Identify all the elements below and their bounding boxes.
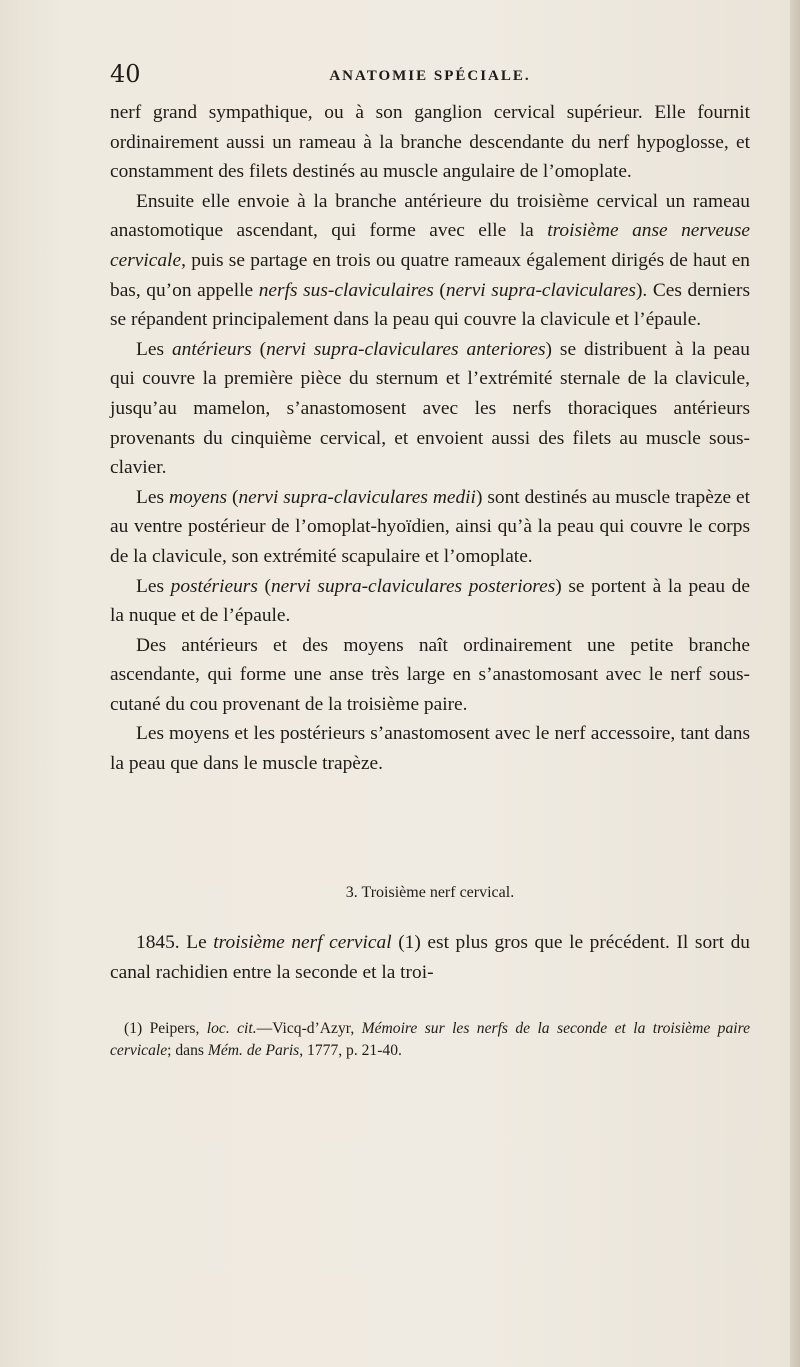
text-run: ( <box>257 575 271 597</box>
text-run: ) sont destinés au muscle trapèze et au ventre postérieur de l’omoplat-hyoïdien, ainsi qu’à la peau qui couvre le corps de la clavicule, son extrémité scapulaire et l’omoplate. <box>110 486 750 567</box>
text-run: (1) est plus gros que le précédent. Il sort du canal rachidien entre la seconde et la troi- <box>110 932 750 983</box>
text-run: ) se distribuent à la peau qui couvre la première pièce du sternum et l’extrémité sternale de la clavicule, jusqu’au mamelon, s’anastomosent avec les nerfs thoraciques antérieurs provenants du cinquième cervical, et envoient aussi des filets au muscle sous-clavier. <box>110 338 750 479</box>
paragraph-1845 <box>110 928 750 987</box>
paragraph <box>110 631 750 720</box>
text-run: ( <box>433 279 446 301</box>
paragraph <box>110 187 750 335</box>
italic-term: troisième nerf cervical <box>213 932 392 953</box>
page-header <box>110 60 750 96</box>
text-run: ; dans <box>167 1042 208 1059</box>
italic-term: Mém. de Paris <box>207 1042 300 1059</box>
italic-term: nervi supra-claviculares anteriores <box>266 338 546 360</box>
italic-term: nerfs sus-claviculaires <box>258 279 434 301</box>
text-run: Les <box>136 486 169 508</box>
text-run: Les moyens et les postérieurs s’anastomosent avec le nerf accessoire, tant dans la peau que dans le muscle trapèze. <box>110 723 750 775</box>
running-head: ANATOMIE SPÉCIALE. <box>329 68 531 84</box>
text-run: Les <box>136 338 172 360</box>
text-run: —Vicq-d’Azyr, <box>256 1020 362 1037</box>
text-run: 1845. Le <box>136 932 214 953</box>
text-run: ( <box>251 338 267 360</box>
text-run: ). Ces derniers se répandent principalement dans la peau qui couvre la clavicule et l’épaule. <box>110 279 751 331</box>
italic-term: loc. cit. <box>206 1020 257 1037</box>
text-run: Ensuite elle envoie à la branche antérieure du troisième cervical un rameau anastomotique ascendant, qui forme avec elle la <box>110 190 750 242</box>
text-run: , 1777, p. 21-40. <box>299 1042 402 1059</box>
text-run: (1) Peipers, <box>124 1020 207 1037</box>
page-edge <box>790 0 800 1367</box>
text-run: ( <box>227 486 239 508</box>
text-run: ) se portent à la peau de la nuque et de l’épaule. <box>110 575 750 627</box>
page-number: 40 <box>110 60 141 88</box>
body-text <box>110 98 750 779</box>
footnote <box>110 1018 750 1062</box>
italic-term: nervi supra-claviculares medii <box>238 486 476 508</box>
italic-term: nervi supra-claviculares <box>445 279 636 301</box>
italic-term: postérieurs <box>170 575 258 597</box>
paragraph <box>110 98 750 187</box>
italic-term: Mémoire sur les nerfs de la seconde et la troisième paire cervicale <box>110 1020 750 1059</box>
italic-term: troisième anse nerveuse cervicale <box>110 220 751 271</box>
italic-term: antérieurs <box>171 338 252 360</box>
text-run: Des antérieurs et des moyens naît ordinairement une petite branche ascendante, qui forme une anse très large en s’anastomosant avec le nerf sous-cutané du cou provenant de la troisième paire. <box>110 634 750 715</box>
italic-term: nervi supra-claviculares posteriores <box>270 575 556 597</box>
paragraph <box>110 572 750 631</box>
text-run: Les <box>136 575 171 597</box>
paragraph <box>110 719 750 778</box>
text-run: , puis se partage en trois ou quatre rameaux également dirigés de haut en bas, qu’on appelle <box>110 249 750 301</box>
paragraph <box>110 335 750 483</box>
italic-term: moyens <box>168 486 228 508</box>
section-heading: 3. Troisième nerf cervical. <box>345 884 515 901</box>
paragraph <box>110 483 750 572</box>
text-run: nerf grand sympathique, ou à son ganglion cervical supérieur. Elle fournit ordinairement aussi un rameau à la branche descendante du nerf hypoglosse, et constamment des filets destinés au muscle angulaire de l’omoplate. <box>110 102 750 183</box>
